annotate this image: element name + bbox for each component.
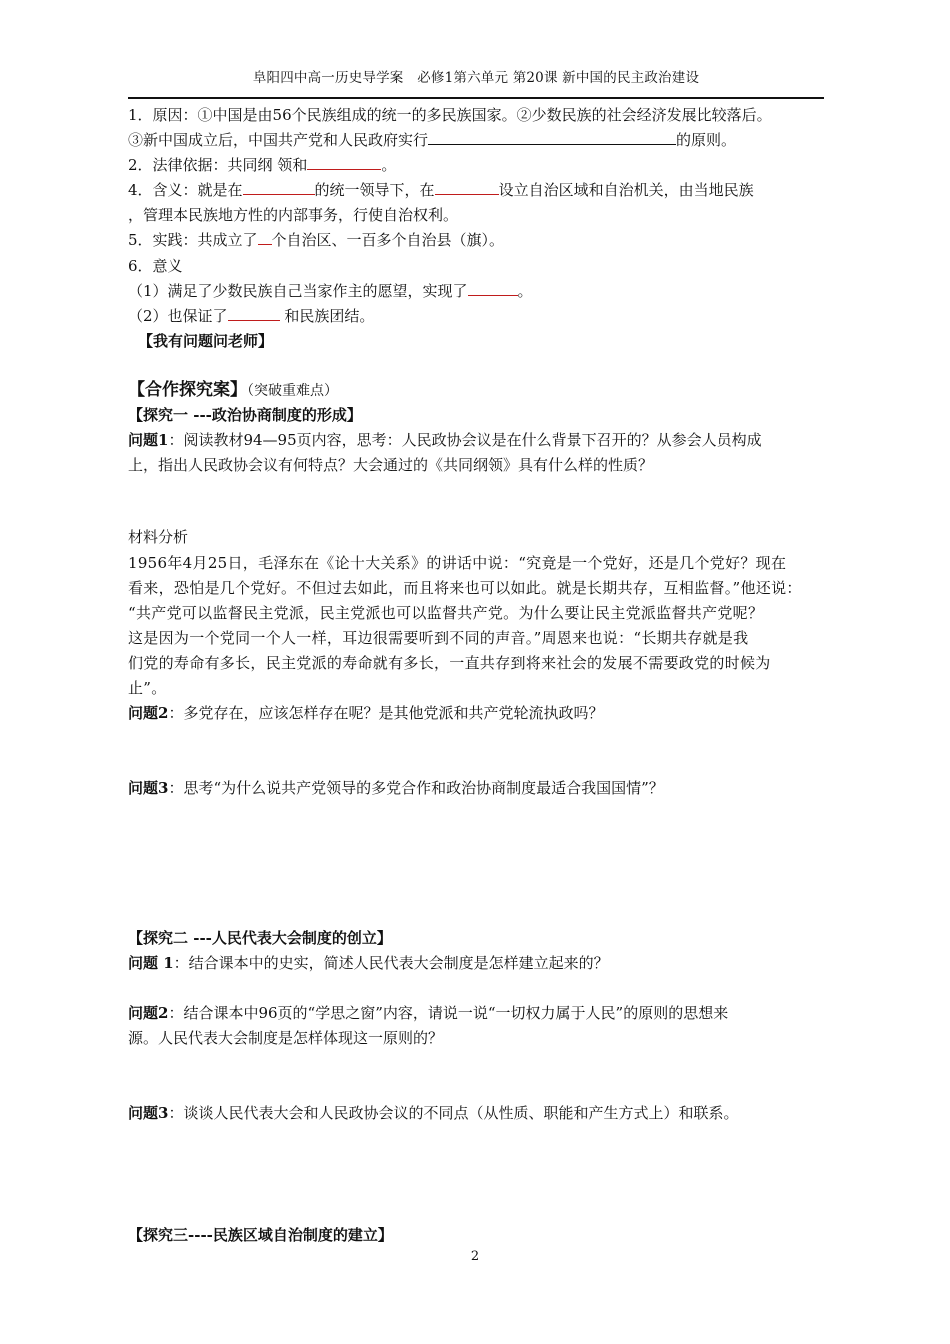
question-label: 问题3 xyxy=(128,779,169,797)
explore-2-q1 xyxy=(128,953,609,973)
text: 4．含义：就是在 xyxy=(128,181,243,199)
text: 的统一领导下，在 xyxy=(314,181,435,199)
line-meaning-1 xyxy=(128,180,754,200)
explore-2-q3 xyxy=(128,1103,738,1123)
line-reason-1 xyxy=(128,105,772,125)
material-line-2: 看来，恐怕是几个党好。不但过去如此，而且将来也可以如此。就是长期共存，互相监督。”他还说： xyxy=(128,579,802,597)
line-reason-2 xyxy=(128,130,736,150)
text: 的原则。 xyxy=(676,131,737,149)
line-significance xyxy=(128,256,183,276)
text: 5．实践：共成立了 xyxy=(128,231,258,249)
ask-teacher-heading: 【我有问题问老师】 xyxy=(138,332,274,350)
material-line-5: 们党的寿命有多长，民主党派的寿命就有多长，一直共存到将来社会的发展不需要政党的时候为 xyxy=(128,654,771,672)
text: ：谈谈人民代表大会和人民政协会议的不同点（从性质、职能和产生方式上）和联系。 xyxy=(168,1104,739,1122)
line-meaning-2 xyxy=(128,205,458,225)
explore-1-q2 xyxy=(128,703,603,723)
text: 2．法律依据：共同纲 领和 xyxy=(128,156,308,174)
text: ：结合课本中的史实，简述人民代表大会制度是怎样建立起来的？ xyxy=(173,954,609,972)
fill-blank[interactable] xyxy=(468,281,518,296)
line-significance-1 xyxy=(128,281,533,301)
text: ：结合课本中96页的“学思之窗”内容，请说一说“一切权力属于人民”的原则的思想来 xyxy=(168,1004,729,1022)
explore-1-q1-a xyxy=(128,430,762,450)
fill-blank[interactable] xyxy=(428,130,676,145)
material-line-6: 止”。 xyxy=(128,679,167,697)
line-significance-2 xyxy=(128,306,374,326)
page-number: 2 xyxy=(470,1249,480,1264)
explore-2-q2-b: 源。人民代表大会制度是怎样体现这一原则的？ xyxy=(128,1029,444,1047)
text: ：多党存在，应该怎样存在呢？是其他党派和共产党轮流执政吗？ xyxy=(168,704,604,722)
fill-blank[interactable] xyxy=(307,155,381,170)
explore-1-q1-b: 上，指出人民政协会议有何特点？大会通过的《共同纲领》具有什么样的性质？ xyxy=(128,456,654,474)
text: 1．原因：①中国是由56个民族组成的统一的多民族国家。②少数民族的社会经济发展比较落后。 xyxy=(128,106,772,124)
material-title: 材料分析 xyxy=(128,528,189,546)
fill-blank[interactable] xyxy=(243,180,315,195)
coop-title-text: 【合作探究案】 xyxy=(128,380,247,400)
text: 6．意义 xyxy=(128,257,183,275)
material-line-3: “共产党可以监督民主党派，民主党派也可以监督共产党。为什么要让民主党派监督共产党呢？ xyxy=(128,604,764,622)
text: （1）满足了少数民族自己当家作主的愿望，实现了 xyxy=(128,282,468,300)
explore-2-title: 【探究二 ---人民代表大会制度的创立】 xyxy=(128,929,392,947)
text: ：阅读教材94—95页内容，思考：人民政协会议是在什么背景下召开的？从参会人员构成 xyxy=(168,431,762,449)
question-label: 问题3 xyxy=(128,1104,169,1122)
question-label: 问题2 xyxy=(128,1004,169,1022)
text: 。 xyxy=(517,282,533,300)
explore-1-title: 【探究一 ---政治协商制度的形成】 xyxy=(128,406,362,424)
text: 。 xyxy=(381,156,397,174)
header-rule xyxy=(128,97,824,99)
line-practice xyxy=(128,230,504,250)
line-legal-basis xyxy=(128,155,396,175)
explore-2-q2-a xyxy=(128,1003,728,1023)
material-line-4: 这是因为一个党同一个人一样，耳边很需要听到不同的声音。”周恩来也说：“长期共存就是我 xyxy=(128,629,749,647)
material-line-1: 1956年4月25日，毛泽东在《论十大关系》的讲话中说：“究竟是一个党好，还是几个党好？现在 xyxy=(128,554,787,572)
text: 和民族团结。 xyxy=(279,307,375,325)
question-label: 问题2 xyxy=(128,704,169,722)
coop-subtitle: （突破重难点） xyxy=(247,383,338,399)
text: （2）也保证了 xyxy=(128,307,228,325)
question-label: 问题 1 xyxy=(128,954,174,972)
text: ：思考“为什么说共产党领导的多党合作和政治协商制度最适合我国国情”？ xyxy=(168,779,664,797)
question-label: 问题1 xyxy=(128,431,169,449)
text: ③新中国成立后，中国共产党和人民政府实行 xyxy=(128,131,429,149)
explore-3-title: 【探究三----民族区域自治制度的建立】 xyxy=(128,1226,393,1244)
fill-blank[interactable] xyxy=(258,230,272,245)
explore-1-q3 xyxy=(128,778,664,798)
fill-blank[interactable] xyxy=(435,180,499,195)
text: ，管理本民族地方性的内部事务，行使自治权利。 xyxy=(128,206,459,224)
page-header: 阜阳四中高一历史导学案 必修1第六单元 第20课 新中国的民主政治建设 xyxy=(252,70,700,86)
fill-blank[interactable] xyxy=(228,306,280,321)
coop-title xyxy=(128,380,338,401)
text: 个自治区、一百多个自治县（旗）。 xyxy=(271,231,505,249)
text: 设立自治区域和自治机关，由当地民族 xyxy=(498,181,754,199)
